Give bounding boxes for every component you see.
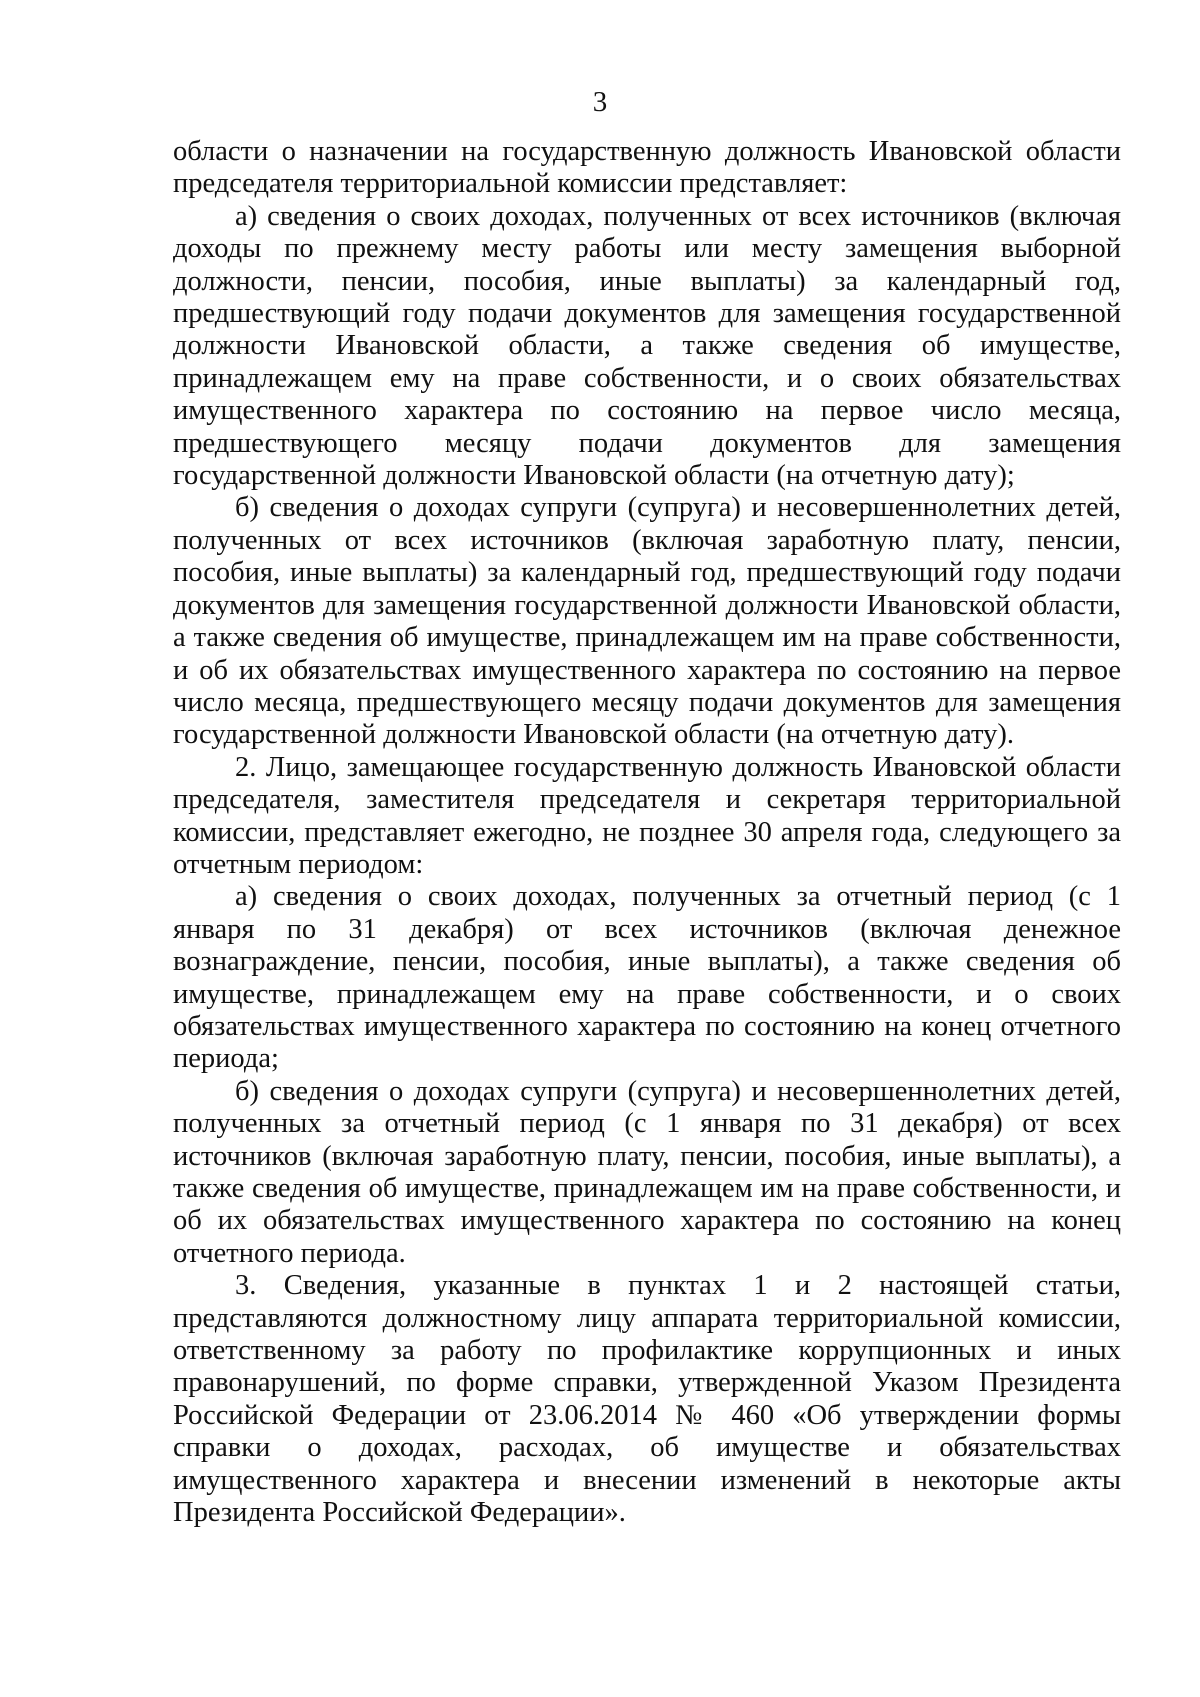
document-body <box>173 136 1121 1529</box>
paragraph-intro-continuation: области о назначении на государственную должность Ивановской области председателя территориальной комиссии представляет: <box>173 136 1121 200</box>
paragraph-1b-family-income: б) сведения о доходах супруги (супруга) и несовершеннолетних детей, полученных от всех источников (включая заработную плату, пенсии, пособия, иные выплаты) за календарный год, предшествующий году подачи документов для замещения государственной должности Ивановской области, а также сведения об имуществе, принадлежащем им на праве собственности, и об их обязательствах имущественного характера по состоянию на первое число месяца, предшествующего месяцу подачи документов для замещения государственной должности Ивановской области (на отчетную дату). <box>173 492 1121 751</box>
paragraph-2a-own-income: а) сведения о своих доходах, полученных за отчетный период (с 1 января по 31 декабря) от всех источников (включая денежное вознаграждение, пенсии, пособия, иные выплаты), а также сведения об имуществе, принадлежащем ему на праве собственности, и о своих обязательствах имущественного характера по состоянию на конец отчетного периода; <box>173 881 1121 1075</box>
paragraph-2-annual-report: 2. Лицо, замещающее государственную должность Ивановской области председателя, заместителя председателя и секретаря территориальной комиссии, представляет ежегодно, не позднее 30 апреля года, следующего за отчетным периодом: <box>173 751 1121 880</box>
paragraph-1a-own-income: а) сведения о своих доходах, полученных от всех источников (включая доходы по прежнему месту работы или месту замещения выборной должности, пенсии, пособия, иные выплаты) за календарный год, предшествующий году подачи документов для замещения государственной должности Ивановской области, а также сведения об имуществе, принадлежащем ему на праве собственности, и о своих обязательствах имущественного характера по состоянию на первое число месяца, предшествующего месяцу подачи документов для замещения государственной должности Ивановской области (на отчетную дату); <box>173 200 1121 492</box>
paragraph-2b-family-income: б) сведения о доходах супруги (супруга) и несовершеннолетних детей, полученных за отчетный период (с 1 января по 31 декабря) от всех источников (включая заработную плату, пенсии, пособия, иные выплаты), а также сведения об имуществе, принадлежащем им на праве собственности, и об их обязательствах имущественного характера по состоянию на конец отчетного периода. <box>173 1075 1121 1269</box>
page-number: 3 <box>592 86 608 118</box>
paragraph-3-submission-form: 3. Сведения, указанные в пунктах 1 и 2 настоящей статьи, представляются должностному лицу аппарата территориальной комиссии, ответственному за работу по профилактике коррупционных и иных правонарушений, по форме справки, утвержденной Указом Президента Российской Федерации от 23.06.2014 № 460 «Об утверждении формы справки о доходах, расходах, об имуществе и обязательствах имущественного характера и внесении изменений в некоторые акты Президента Российской Федерации». <box>173 1270 1121 1529</box>
